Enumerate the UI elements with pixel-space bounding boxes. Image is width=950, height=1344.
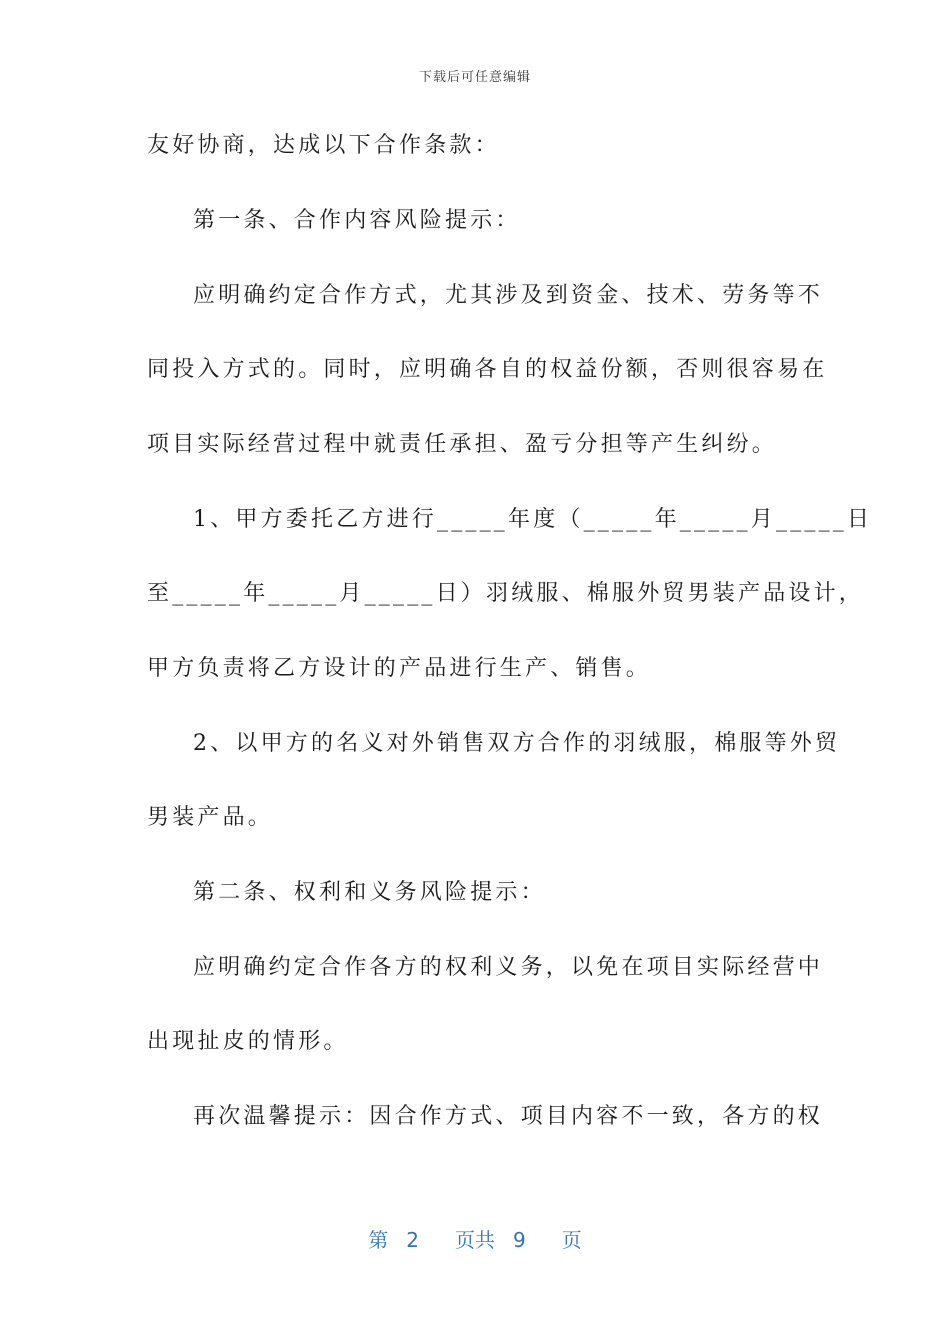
- footer-suffix: 页: [561, 1228, 582, 1252]
- body-line: 至_____年_____月_____日）羽绒服、棉服外贸男装产品设计，: [147, 581, 865, 606]
- section-heading: 第一条、合作内容风险提示：: [193, 208, 521, 233]
- body-line: 出现扯皮的情形。: [147, 1029, 349, 1054]
- body-line: 男装产品。: [147, 805, 274, 830]
- section-heading: 第二条、权利和义务风险提示：: [193, 880, 546, 905]
- body-line: 1、甲方委托乙方进行_____年度（_____年_____月_____日: [193, 507, 873, 532]
- footer-prefix: 第: [368, 1228, 389, 1252]
- footer-middle: 页共: [455, 1228, 495, 1252]
- footer-current-page: 2: [406, 1228, 419, 1252]
- body-line: 应明确约定合作方式，尤其涉及到资金、技术、劳务等不: [193, 283, 824, 308]
- body-line: 应明确约定合作各方的权利义务，以免在项目实际经营中: [193, 955, 824, 980]
- body-line: 同投入方式的。同时，应明确各自的权益份额，否则很容易在: [147, 357, 828, 382]
- body-line: 项目实际经营过程中就责任承担、盈亏分担等产生纠纷。: [147, 432, 778, 457]
- body-line: 再次温馨提示：因合作方式、项目内容不一致，各方的权: [193, 1104, 824, 1129]
- page-header-note: 下载后可任意编辑: [418, 70, 531, 85]
- body-line: 甲方负责将乙方设计的产品进行生产、销售。: [147, 656, 652, 681]
- body-line: 2、以甲方的名义对外销售双方合作的羽绒服，棉服等外贸: [193, 731, 841, 756]
- page-number-footer: [0, 1224, 950, 1253]
- body-line: 友好协商，达成以下合作条款：: [147, 133, 500, 158]
- footer-total-pages: 9: [513, 1228, 526, 1252]
